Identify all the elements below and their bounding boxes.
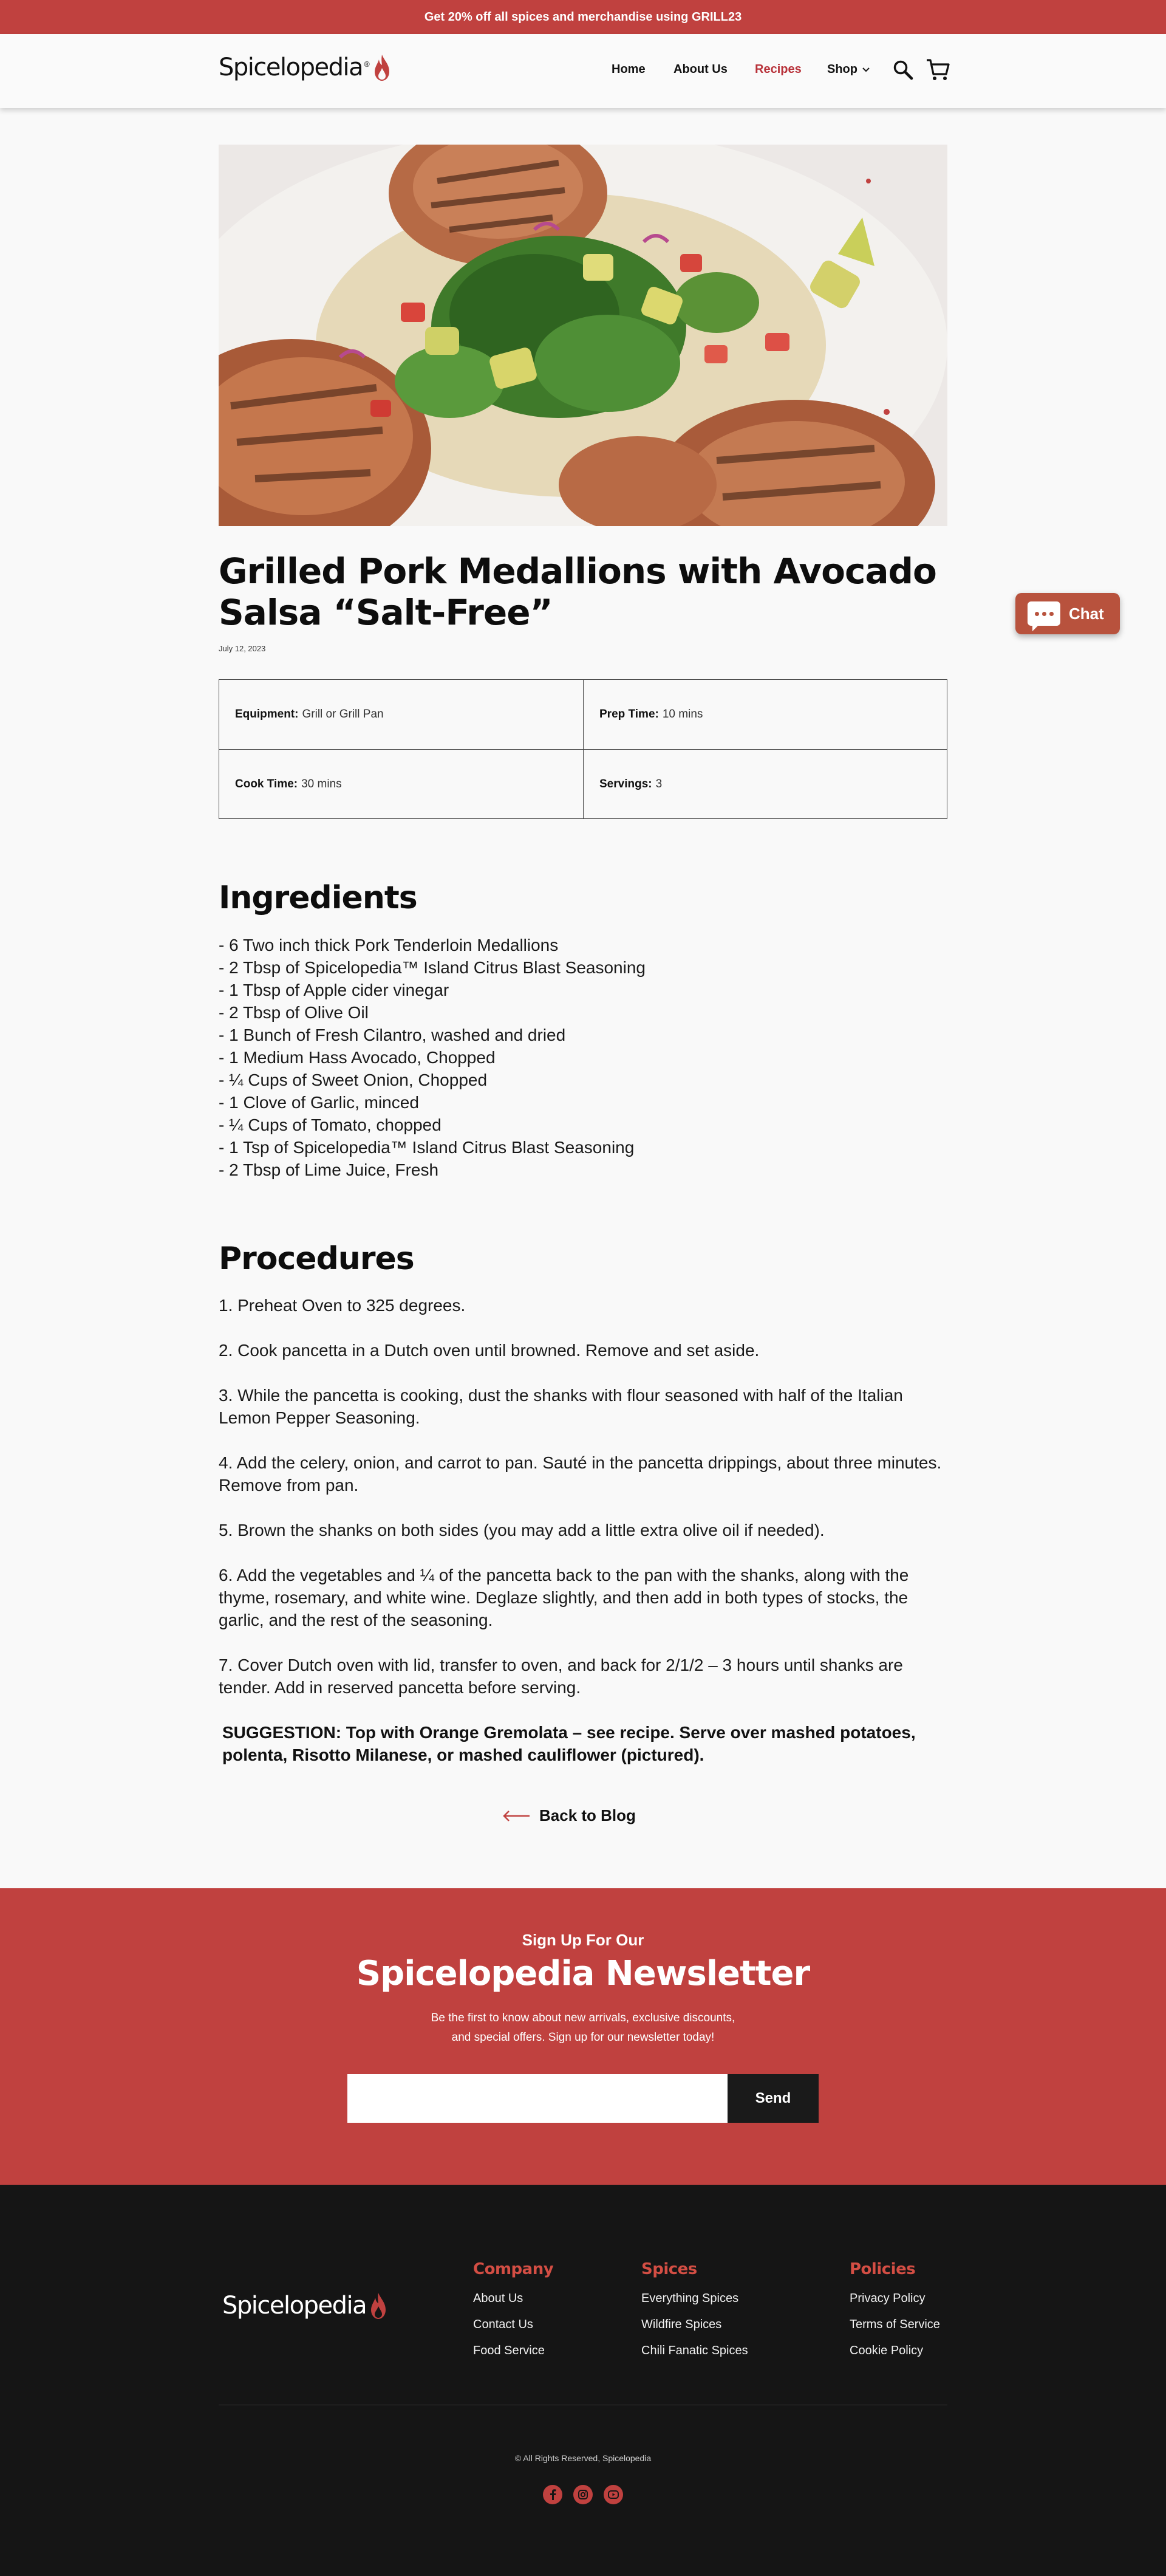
procedures-heading: Procedures: [219, 1241, 414, 1277]
newsletter-desc-line: and special offers. Sign up for our newsletter today!: [451, 2031, 715, 2044]
procedure-step: 1. Preheat Oven to 325 degrees.: [219, 1296, 466, 1315]
footer-logo[interactable]: [222, 2292, 387, 2320]
list-item: - 1 Tbsp of Apple cider vinegar: [219, 981, 449, 999]
logo[interactable]: [219, 53, 390, 81]
promo-bar: [0, 0, 1166, 34]
hero-image: [219, 145, 947, 526]
promo-text: Get 20% off all spices and merchandise using GRILL23: [424, 10, 742, 24]
footer-link[interactable]: Wildfire Spices: [641, 2318, 722, 2331]
footer-link[interactable]: Everything Spices: [641, 2292, 739, 2305]
instagram-icon[interactable]: [573, 2485, 593, 2504]
back-to-blog-label: Back to Blog: [539, 1806, 636, 1824]
ingredients-list: [219, 934, 646, 1181]
footer-link[interactable]: About Us: [473, 2292, 523, 2305]
chat-button[interactable]: [1015, 593, 1120, 634]
list-item: - 2 Tbsp of Olive Oil: [219, 1003, 369, 1022]
list-item: - 1 Clove of Garlic, minced: [219, 1093, 419, 1112]
footer-link[interactable]: Contact Us: [473, 2318, 533, 2331]
copyright-text: © All Rights Reserved, Spicelopedia: [514, 2453, 652, 2463]
cook-time-value: 30 mins: [301, 777, 342, 790]
nav-home[interactable]: Home: [612, 63, 646, 76]
flame-icon: [373, 53, 390, 81]
recipe-title: Grilled Pork Medallions with Avocado Salsa “Salt-Free”: [219, 550, 936, 633]
list-item: - 6 Two inch thick Pork Tenderloin Medallions: [219, 936, 559, 954]
footer-policies-column: [850, 2260, 940, 2370]
arrow-left-icon: [502, 1810, 531, 1822]
newsletter-title: Spicelopedia Newsletter: [356, 1954, 810, 1993]
prep-time-value: 10 mins: [662, 708, 703, 721]
servings-cell: [583, 749, 947, 818]
footer-policies-title: Policies: [850, 2260, 916, 2278]
post-date: July 12, 2023: [219, 644, 266, 653]
chat-bubble-icon: [1028, 601, 1060, 626]
footer-link[interactable]: Chili Fanatic Spices: [641, 2344, 748, 2357]
procedure-step: 7. Cover Dutch oven with lid, transfer to oven, and back for 2/1/2 – 3 hours until shanks are tender. Add in reserved pancetta before serving.: [219, 1656, 903, 1697]
list-item: - ¼ Cups of Tomato, chopped: [219, 1115, 442, 1134]
list-item: - 2 Tbsp of Spicelopedia™ Island Citrus Blast Seasoning: [219, 958, 646, 977]
newsletter-desc-line: Be the first to know about new arrivals, exclusive discounts,: [431, 2012, 735, 2024]
procedure-step: 4. Add the celery, onion, and carrot to pan. Sauté in the pancetta drippings, about three minutes. Remove from pan.: [219, 1453, 942, 1495]
servings-label: Servings:: [599, 777, 652, 790]
footer-spices-column: [641, 2260, 748, 2370]
equipment-value: Grill or Grill Pan: [302, 708, 384, 721]
cook-time-label: Cook Time:: [235, 777, 298, 790]
logo-text: Spicelopedia®: [219, 53, 370, 81]
cook-time-cell: [219, 749, 583, 818]
nav-recipes[interactable]: Recipes: [755, 63, 802, 76]
footer-company-title: Company: [473, 2260, 554, 2278]
list-item: - 2 Tbsp of Lime Juice, Fresh: [219, 1160, 439, 1179]
procedure-step: 3. While the pancetta is cooking, dust the shanks with flour seasoned with half of the Italian Lemon Pepper Seasoning.: [219, 1386, 903, 1427]
nav-about-us[interactable]: About Us: [673, 63, 728, 76]
search-icon[interactable]: [893, 60, 913, 83]
procedure-step: 2. Cook pancetta in a Dutch oven until browned. Remove and set aside.: [219, 1341, 760, 1360]
flame-icon: [370, 2292, 387, 2320]
procedures-list: [219, 1294, 947, 1789]
chat-label: Chat: [1069, 604, 1104, 623]
footer-company-column: [473, 2260, 553, 2370]
newsletter-section: [0, 1888, 1166, 2185]
equipment-cell: [219, 680, 583, 749]
footer-logo-text: Spicelopedia: [222, 2292, 367, 2320]
procedure-step: 6. Add the vegetables and ¼ of the pancetta back to the pan with the shanks, along with the thyme, rosemary, and white wine. Deglaze slightly, and then add in both types of stocks, the garlic, and the rest of the seasoning.: [219, 1566, 909, 1629]
nav-shop[interactable]: [827, 63, 870, 77]
footer-link[interactable]: Privacy Policy: [850, 2292, 926, 2305]
footer-spices-title: Spices: [641, 2260, 697, 2278]
footer-link[interactable]: Cookie Policy: [850, 2344, 924, 2357]
prep-time-cell: [583, 680, 947, 749]
newsletter-kicker: Sign Up For Our: [522, 1931, 644, 1949]
social-links: [0, 2485, 1166, 2504]
nav-shop-label: Shop: [827, 63, 857, 76]
recipe-info-table: [219, 679, 947, 819]
servings-value: 3: [655, 777, 663, 790]
footer-link[interactable]: Terms of Service: [850, 2318, 940, 2331]
footer-link[interactable]: Food Service: [473, 2344, 545, 2357]
facebook-icon[interactable]: [543, 2485, 562, 2504]
back-to-blog-link[interactable]: [502, 1806, 636, 1825]
list-item: - ¼ Cups of Sweet Onion, Chopped: [219, 1070, 488, 1089]
serving-suggestion: SUGGESTION: Top with Orange Gremolata – see recipe. Serve over mashed potatoes, polenta, Risotto Milanese, or mashed cauliflower (pictured).: [222, 1723, 916, 1764]
chevron-down-icon: [862, 67, 870, 72]
list-item: - 1 Bunch of Fresh Cilantro, washed and dried: [219, 1026, 566, 1044]
send-button[interactable]: Send: [728, 2074, 819, 2123]
list-item: - 1 Medium Hass Avocado, Chopped: [219, 1048, 496, 1067]
site-header: [0, 34, 1166, 108]
cart-icon[interactable]: [926, 58, 950, 84]
list-item: - 1 Tsp of Spicelopedia™ Island Citrus Blast Seasoning: [219, 1138, 635, 1157]
newsletter-description: [0, 2009, 1166, 2047]
prep-time-label: Prep Time:: [599, 708, 659, 721]
equipment-label: Equipment:: [235, 708, 299, 721]
newsletter-email-input[interactable]: [347, 2074, 728, 2123]
site-footer: [0, 2185, 1166, 2576]
procedure-step: 5. Brown the shanks on both sides (you may add a little extra olive oil if needed).: [219, 1521, 825, 1540]
youtube-icon[interactable]: [604, 2485, 623, 2504]
ingredients-heading: Ingredients: [219, 880, 417, 916]
